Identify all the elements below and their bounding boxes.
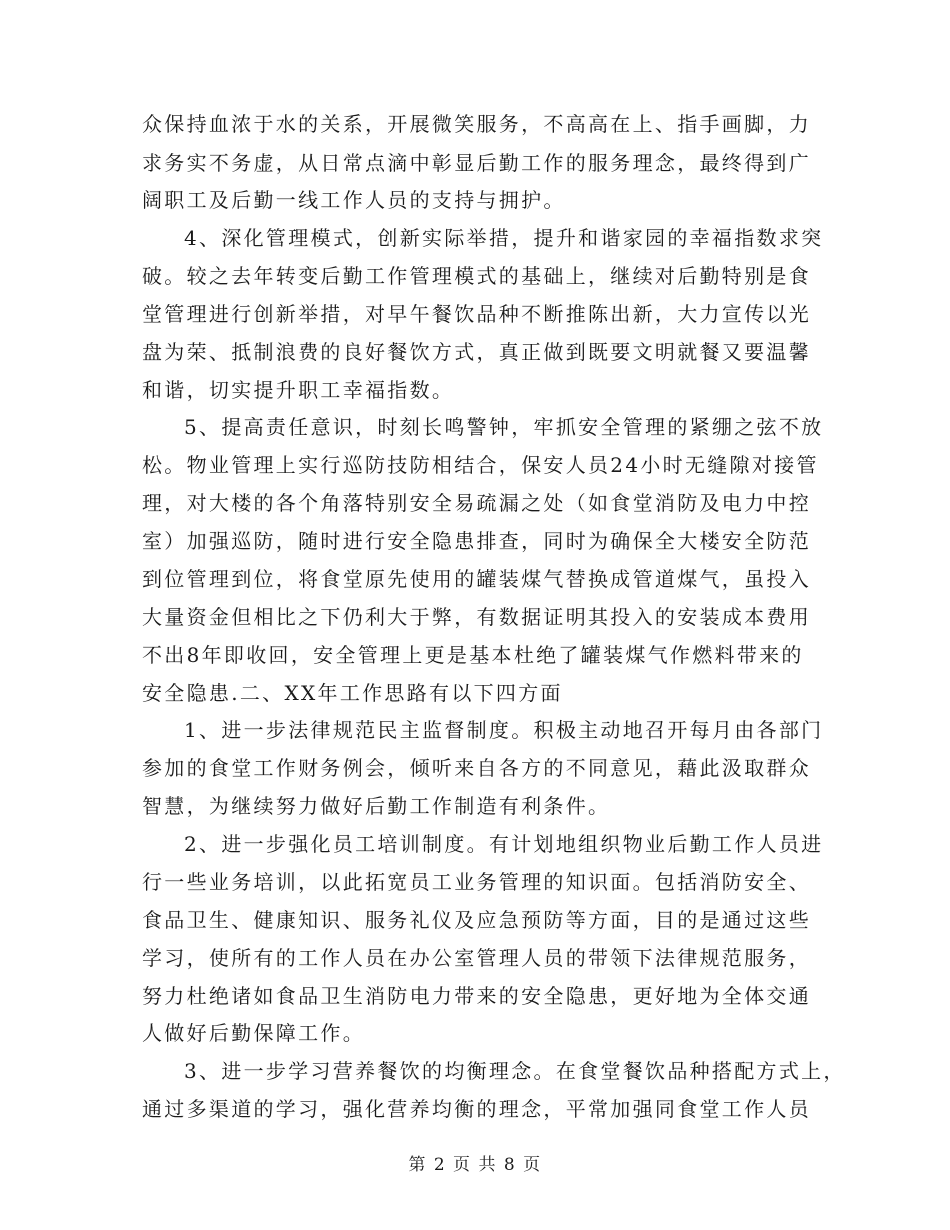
text-line: 室）加强巡防，随时进行安全隐患排查，同时为确保全大楼安全防范 — [142, 529, 811, 553]
text-line: 参加的食堂工作财务例会，倾听来自各方的不同意见，藉此汲取群众 — [142, 756, 811, 780]
text-line: 2、进一步强化员工培训制度。有计划地组织物业后勤工作人员进 — [184, 832, 824, 856]
text-line: 众保持血浓于水的关系，开展微笑服务，不高高在上、指手画脚，力 — [142, 112, 811, 136]
text-line: 努力杜绝诸如食品卫生消防电力带来的安全隐患，更好地为全体交通 — [142, 984, 811, 1008]
text-line: 行一些业务培训，以此拓宽员工业务管理的知识面。包括消防安全、 — [142, 870, 811, 894]
text-line: 堂管理进行创新举措，对早午餐饮品种不断推陈出新，大力宣传以光 — [142, 302, 811, 326]
text-line: 盘为荣、抵制浪费的良好餐饮方式，真正做到既要文明就餐又要温馨 — [142, 340, 811, 364]
text-line: 安全隐患.二、XX年工作思路有以下四方面 — [142, 681, 563, 705]
text-line: 1、进一步法律规范民主监督制度。积极主动地召开每月由各部门 — [184, 718, 824, 742]
text-line: 阔职工及后勤一线工作人员的支持与拥护。 — [142, 188, 566, 212]
text-line: 智慧，为继续努力做好后勤工作制造有利条件。 — [142, 794, 611, 818]
text-line: 大量资金但相比之下仍利大于弊，有数据证明其投入的安装成本费用 — [142, 605, 811, 629]
text-line: 通过多渠道的学习，强化营养均衡的理念，平常加强同食堂工作人员 — [142, 1097, 811, 1121]
text-line: 理，对大楼的各个角落特别安全易疏漏之处（如食堂消防及电力中控 — [142, 491, 811, 515]
text-line: 5、提高责任意识，时刻长鸣警钟，牢抓安全管理的紧绷之弦不放 — [184, 415, 824, 439]
text-line: 3、进一步学习营养餐饮的均衡理念。在食堂餐饮品种搭配方式上， — [184, 1059, 846, 1083]
text-line: 求务实不务虚，从日常点滴中彰显后勤工作的服务理念，最终得到广 — [142, 151, 811, 175]
page-number-footer: 第 2 页 共 8 页 — [408, 1155, 542, 1175]
text-line: 和谐，切实提升职工幸福指数。 — [142, 378, 455, 402]
text-line: 人做好后勤保障工作。 — [142, 1021, 365, 1045]
text-line: 4、深化管理模式，创新实际举措，提升和谐家园的幸福指数求突 — [184, 226, 824, 250]
text-line: 破。较之去年转变后勤工作管理模式的基础上，继续对后勤特别是食 — [142, 264, 811, 288]
text-line: 不出8年即收回，安全管理上更是基本杜绝了罐装煤气作燃料带来的 — [142, 643, 804, 667]
text-line: 食品卫生、健康知识、服务礼仪及应急预防等方面，目的是通过这些 — [142, 908, 811, 932]
text-line: 松。物业管理上实行巡防技防相结合，保安人员24小时无缝隙对接管 — [142, 453, 819, 477]
text-line: 学习，使所有的工作人员在办公室管理人员的带领下法律规范服务， — [142, 946, 811, 970]
text-line: 到位管理到位，将食堂原先使用的罐装煤气替换成管道煤气，虽投入 — [142, 567, 811, 591]
